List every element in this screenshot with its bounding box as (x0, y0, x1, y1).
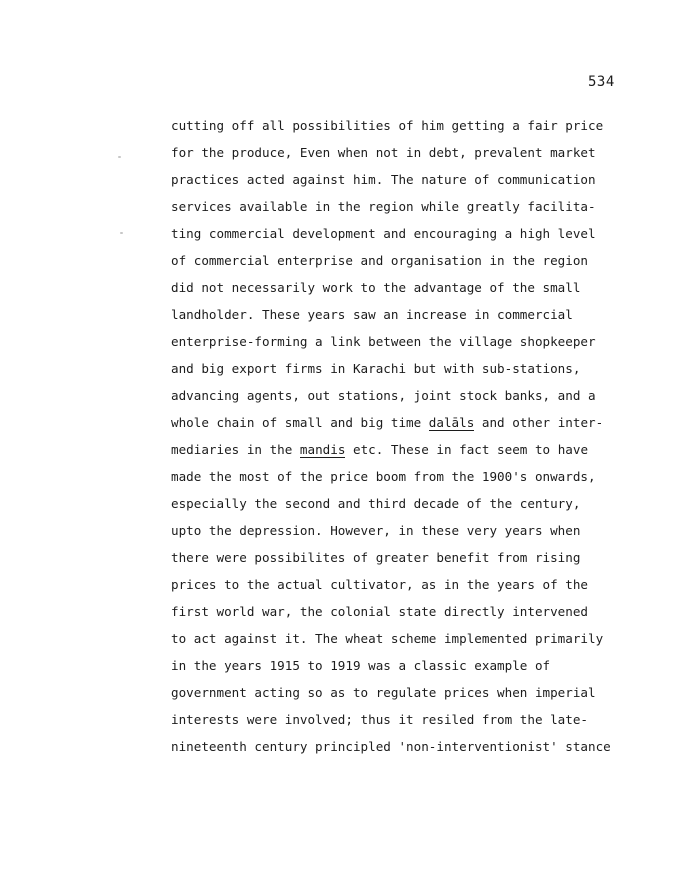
text-line: did not necessarily work to the advantage of the small (171, 280, 581, 295)
underlined-term: mandis (299, 442, 346, 457)
text-line: there were possibilites of greater benefit from rising (171, 550, 581, 565)
text-line: in the years 1915 to 1919 was a classic example of (171, 658, 551, 673)
page-number: 534 (588, 74, 615, 90)
underlined-term: dalāls (428, 415, 475, 430)
text-line: upto the depression. However, in these very years when (171, 523, 581, 538)
text-line: for the produce, Even when not in debt, prevalent market (171, 145, 596, 160)
text-line: whole chain of small and big time dalāls and other inter- (171, 415, 604, 430)
scan-speck (118, 156, 121, 158)
text-line: mediaries in the mandis etc. These in fact seem to have (171, 442, 589, 457)
text-line: of commercial enterprise and organisation in the region (171, 253, 589, 268)
scan-speck (120, 232, 123, 234)
text-line: interests were involved; thus it resiled from the late- (171, 712, 589, 727)
text-line: first world war, the colonial state directly intervened (171, 604, 589, 619)
text-line: landholder. These years saw an increase in commercial (171, 307, 573, 322)
text-line: ting commercial development and encouraging a high level (171, 226, 596, 241)
text-line: enterprise-forming a link between the village shopkeeper (171, 334, 596, 349)
text-line: practices acted against him. The nature of communication (171, 172, 596, 187)
text-line: services available in the region while greatly facilita- (171, 199, 596, 214)
text-line: cutting off all possibilities of him getting a fair price (171, 118, 604, 133)
text-line: government acting so as to regulate prices when imperial (171, 685, 596, 700)
body-text (171, 112, 691, 760)
text-line: nineteenth century principled 'non-interventionist' stance (171, 739, 611, 754)
text-line: made the most of the price boom from the 1900's onwards, (171, 469, 596, 484)
text-line: prices to the actual cultivator, as in the years of the (171, 577, 589, 592)
text-line: and big export firms in Karachi but with sub-stations, (171, 361, 581, 376)
text-line: to act against it. The wheat scheme implemented primarily (171, 631, 604, 646)
text-line: advancing agents, out stations, joint stock banks, and a (171, 388, 596, 403)
text-line: especially the second and third decade of the century, (171, 496, 581, 511)
